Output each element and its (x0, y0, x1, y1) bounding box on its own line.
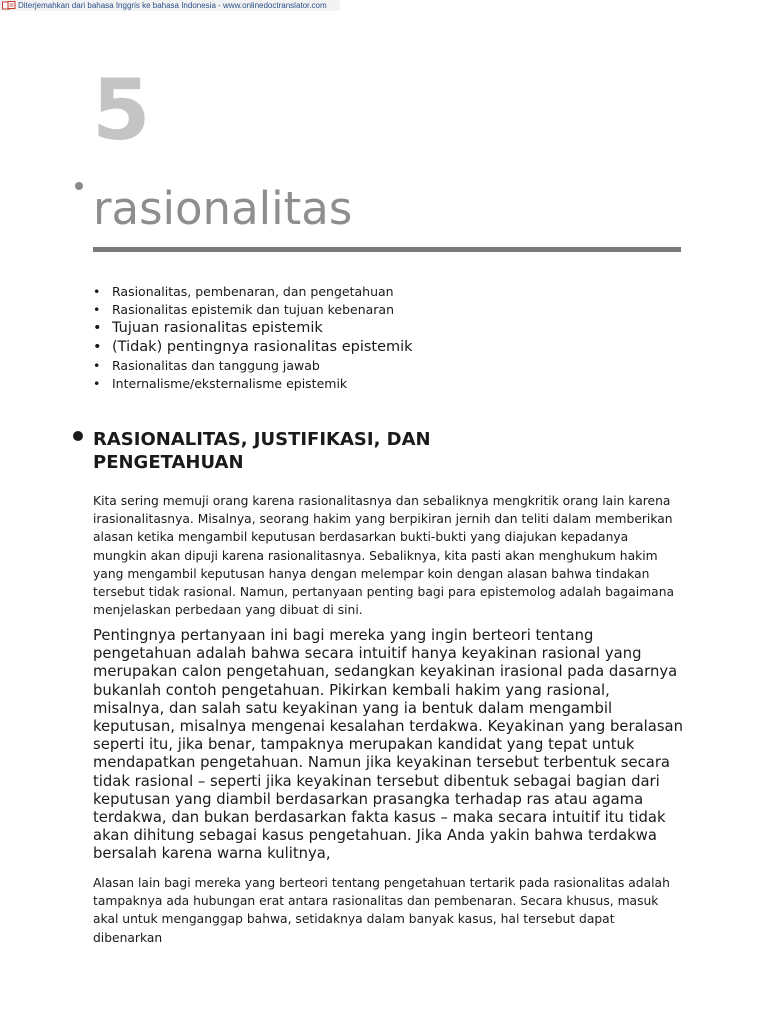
chapter-title: rasionalitas (93, 182, 353, 235)
body-paragraph: Pentingnya pertanyaan ini bagi mereka yang ingin berteori tentang pengetahuan adalah bahwa secara intuitif hanya keyakinan rasional yang merupakan calon pengetahuan, sedangkan keyakinan irasional pada dasarnya bukanlah contoh pengetahuan. Pikirkan kembali hakim yang rasional, misalnya, dan salah satu keyakinan yang ia bentuk dalam mengambil keputusan, misalnya mengenai kesalahan terdakwa. Keyakinan yang beralasan seperti itu, jika benar, tampaknya merupakan kandidat yang tepat untuk mendapatkan pengetahuan. Namun jika keyakinan tersebut terbentuk secara tidak rasional – seperti jika keyakinan tersebut dibentuk sebagai bagian dari keputusan yang diambil berdasarkan prasangka terhadap ras atau agama terdakwa, dan bukan berdasarkan fakta kasus – maka secara intuitif itu tidak akan dihitung sebagai kasus pengetahuan. Jika Anda yakin bahwa terdakwa bersalah karena warna kulitnya, (93, 627, 683, 863)
translation-banner[interactable] (0, 0, 340, 11)
chapter-contents-list (93, 283, 413, 393)
contents-item: • Tujuan rasionalitas epistemik (93, 319, 413, 338)
title-bullet-dot (75, 182, 83, 190)
contents-item: • Rasionalitas, pembenaran, dan pengetahuan (93, 283, 413, 301)
body-paragraph: Alasan lain bagi mereka yang berteori tentang pengetahuan tertarik pada rasionalitas adalah tampaknya ada hubungan erat antara rasionalitas dan pembenaran. Secara khusus, masuk akal untuk menganggap bahwa, setidaknya dalam banyak kasus, hal tersebut dapat dibenarkan (93, 876, 670, 945)
title-divider (93, 247, 681, 252)
chapter-number: 5 (92, 61, 151, 159)
contents-item: • Rasionalitas dan tanggung jawab (93, 357, 413, 375)
contents-item: • (Tidak) pentingnya rasionalitas epistemik (93, 338, 413, 357)
body-paragraph: Kita sering memuji orang karena rasionalitasnya dan sebaliknya mengkritik orang lain karena irasionalitasnya. Misalnya, seorang hakim yang berpikiran jernih dan teliti dalam memberikan alasan ketika mengambil keputusan berdasarkan bukti-bukti yang diajukan kepadanya mungkin akan dipuji karena rasionalitasnya. Sebaliknya, kita pasti akan menghukum hakim yang mengambil keputusan hanya dengan melempar koin dengan alasan bahwa tindakan tersebut tidak rasional. Namun, pertanyaan penting bagi para epistemolog adalah bagaimana menjelaskan perbedaan yang dibuat di sini. (93, 494, 675, 618)
section-heading: RASIONALITAS, JUSTIFIKASI, DAN PENGETAHUAN (93, 429, 431, 473)
contents-item: • Rasionalitas epistemik dan tujuan kebenaran (93, 301, 413, 319)
translate-doc-icon (2, 1, 16, 10)
section-bullet-dot (73, 431, 83, 441)
contents-item: • Internalisme/eksternalisme epistemik (93, 375, 413, 393)
translation-banner-text[interactable]: Diterjemahkan dari bahasa Inggris ke bahasa Indonesia - www.onlinedoctranslator.com (18, 1, 327, 10)
